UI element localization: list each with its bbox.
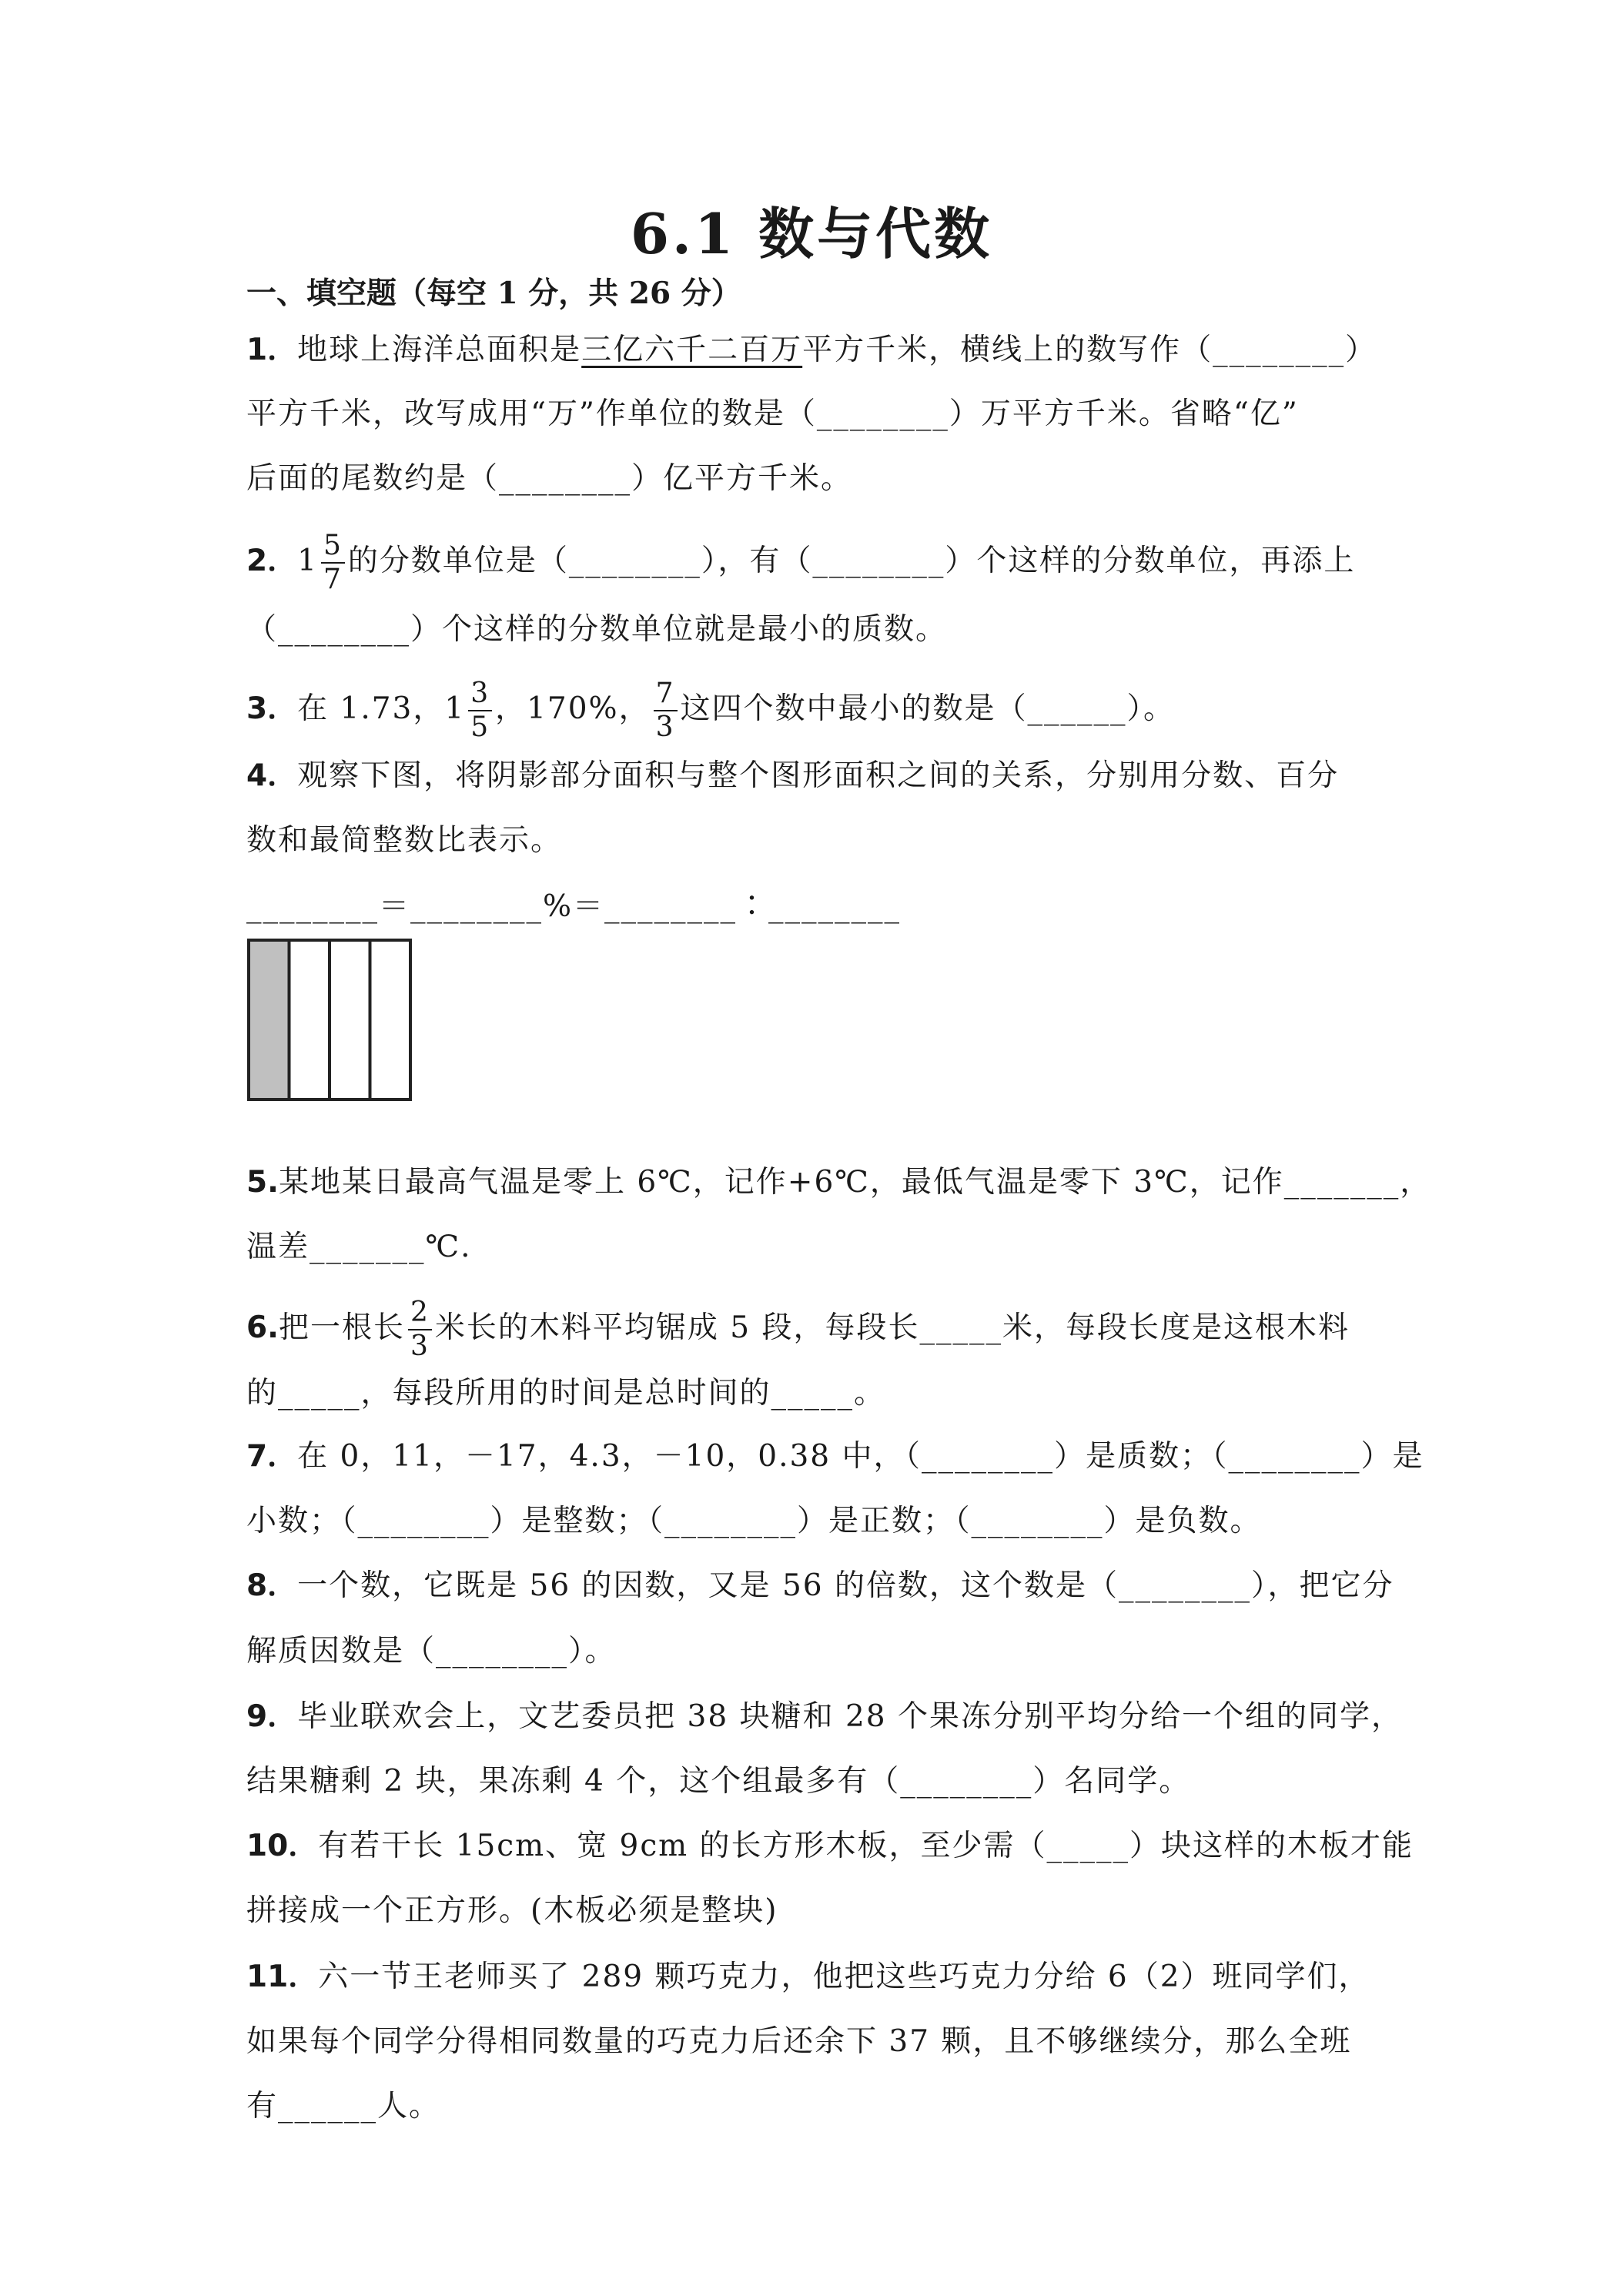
q4-figure — [246, 938, 416, 1103]
q11-line-3: 有______人。 — [246, 2089, 441, 2124]
q11-line-1 — [246, 1954, 1370, 2000]
q11-number: 11． — [246, 1960, 319, 1994]
q9-line-2: 结果糖剩 2 块，果冻剩 4 个，这个组最多有（________）名同学。 — [246, 1764, 1191, 1799]
q4-line-2: 数和最简整数比表示。 — [246, 823, 563, 858]
q6-line-1 — [246, 1297, 1350, 1363]
q7-number: 7． — [246, 1439, 298, 1474]
q1-underlined-number: 三亿六千二百万 — [581, 333, 803, 367]
q4-number: 4． — [246, 758, 298, 793]
q1-line-1 — [246, 327, 1377, 373]
q7-text: 在 0，11，－17，4.3，－10，0.38 中，（________）是质数；（________）是 — [297, 1439, 1424, 1474]
q1-line-2: 平方千米，改写成用“万”作单位的数是（________）万平方千米。省略“亿” — [246, 397, 1299, 431]
q10-text: 有若干长 15cm、宽 9cm 的长方形木板，至少需（_____）块这样的木板才能 — [318, 1829, 1414, 1863]
q10-line-1 — [246, 1823, 1414, 1869]
q3-fraction-1 — [468, 678, 492, 744]
q2-mixed-whole: 1 — [297, 544, 318, 578]
q2-fraction-denominator: 7 — [321, 562, 345, 596]
q1-number: 1． — [246, 333, 298, 367]
q11-line-2: 如果每个同学分得相同数量的巧克力后还余下 37 颗，且不够继续分，那么全班 — [246, 2024, 1352, 2059]
q3-fraction-2 — [654, 678, 678, 744]
q1-text-post: 平方千米，横线上的数写作（________） — [802, 333, 1377, 367]
q5-text: 某地某日最高气温是零上 6℃，记作+6℃，最低气温是零下 3℃，记作_______， — [278, 1165, 1432, 1200]
q6-fraction — [408, 1297, 432, 1363]
q3-text-pre: 在 1.73， — [297, 691, 445, 726]
q2-fraction — [321, 530, 345, 596]
q8-text: 一个数，它既是 56 的因数，又是 56 的倍数，这个数是（________），把它分 — [297, 1568, 1394, 1603]
q3-fraction-1-numerator: 3 — [470, 678, 490, 709]
q8-line-1 — [246, 1563, 1394, 1609]
q7-line-1 — [246, 1434, 1424, 1480]
q2-line-1 — [246, 530, 1355, 596]
q9-number: 9． — [246, 1699, 298, 1734]
q4-text: 观察下图，将阴影部分面积与整个图形面积之间的关系，分别用分数、百分 — [297, 758, 1340, 793]
figure-part — [330, 940, 370, 1099]
q5-number: 5. — [246, 1165, 279, 1200]
q9-text: 毕业联欢会上，文艺委员把 38 块糖和 28 个果冻分别平均分给一个组的同学， — [297, 1699, 1403, 1734]
figure-part-shaded — [249, 940, 289, 1099]
q1-line-3: 后面的尾数约是（________）亿平方千米。 — [246, 461, 853, 496]
q1-text-pre: 地球上海洋总面积是 — [297, 333, 582, 367]
figure-part — [289, 940, 330, 1099]
q11-text: 六一节王老师买了 289 颗巧克力，他把这些巧克力分给 6（2）班同学们， — [318, 1960, 1370, 1994]
q8-number: 8． — [246, 1568, 298, 1603]
q4-answer-blanks: ________＝________%＝________∶________ — [246, 889, 902, 924]
q3-fraction-2-denominator: 3 — [654, 710, 678, 744]
q6-fraction-denominator: 3 — [408, 1329, 432, 1363]
q9-line-1 — [246, 1694, 1403, 1740]
section-heading: 一、填空题（每空 1 分，共 26 分） — [246, 276, 741, 311]
q3-mixed-whole: 1 — [444, 691, 466, 726]
q6-fraction-numerator: 2 — [410, 1297, 430, 1328]
page-title: 6.1 数与代数 — [630, 201, 993, 266]
q5-line-2: 温差_______℃. — [246, 1230, 472, 1264]
q2-text: 的分数单位是（________），有（________）个这样的分数单位，再添上 — [347, 544, 1356, 578]
q4-line-1 — [246, 753, 1339, 799]
q6-number: 6. — [246, 1310, 279, 1345]
q5-line-1 — [246, 1160, 1431, 1206]
q3-number: 3． — [246, 691, 298, 726]
q6-text-post: 米长的木料平均锯成 5 段，每段长_____米，每段长度是这根木料 — [434, 1310, 1350, 1345]
q2-number: 2． — [246, 544, 298, 578]
q3-fraction-2-numerator: 7 — [655, 678, 675, 709]
figure-part — [370, 940, 411, 1099]
q10-number: 10． — [246, 1829, 319, 1863]
q6-text-pre: 把一根长 — [278, 1310, 405, 1345]
q6-line-2: 的_____，每段所用的时间是总时间的_____。 — [246, 1376, 886, 1411]
q3-text-mid: ，170%， — [495, 691, 651, 726]
q2-fraction-numerator: 5 — [323, 530, 343, 561]
q2-line-2: （________）个这样的分数单位就是最小的质数。 — [246, 612, 948, 647]
q7-line-2: 小数；（________）是整数；（________）是正数；（________）是负数。 — [246, 1504, 1262, 1538]
q8-line-2: 解质因数是（________）。 — [246, 1634, 617, 1668]
q3-text-post: 这四个数中最小的数是（______）。 — [680, 691, 1176, 726]
q10-line-2: 拼接成一个正方形。(木板必须是整块) — [246, 1893, 778, 1928]
q3-fraction-1-denominator: 5 — [468, 710, 492, 744]
q3-line — [246, 678, 1175, 744]
